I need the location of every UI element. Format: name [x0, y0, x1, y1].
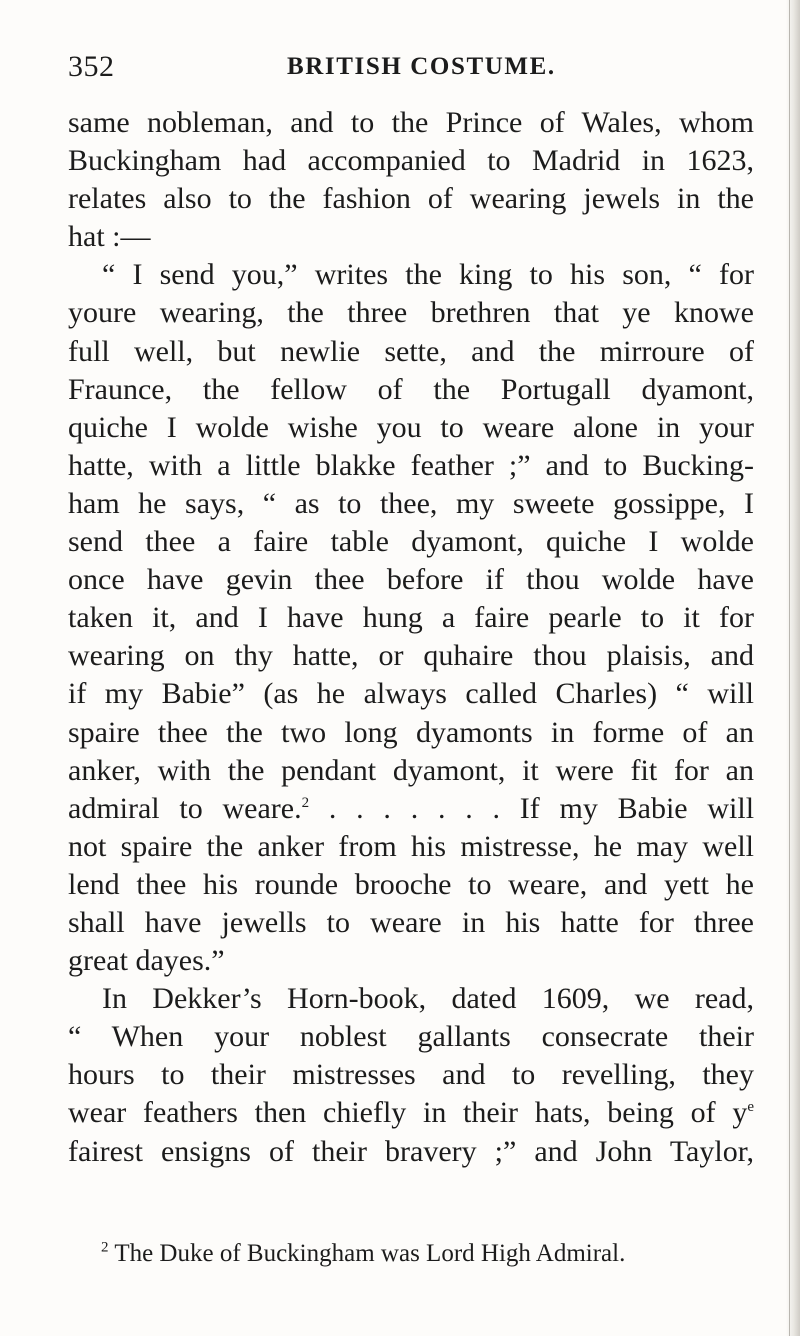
text-line: if my Babie” (as he always called Charles) “ will — [68, 677, 754, 711]
footnote-marker: 2 — [101, 1239, 109, 1256]
text-line: fairest ensigns of their bravery ;” and John Taylor, — [68, 1134, 754, 1168]
text-line: youre wearing, the three brethren that ye knowe — [68, 296, 754, 330]
page-number: 352 — [68, 50, 115, 83]
text-line: taken it, and I have hung a faire pearle to it for — [68, 601, 754, 635]
text-fragment: If my Babie will — [519, 791, 754, 825]
text-line: Fraunce, the fellow of the Portugall dyamont, — [68, 372, 754, 406]
text-line: relates also to the fashion of wearing jewels in the — [68, 182, 754, 216]
text-line: “ I send you,” writes the king to his son, “ for — [102, 258, 754, 292]
text-line — [68, 790, 754, 828]
text-fragment: wear feathers then chiefly in their hats, being of y — [68, 1096, 748, 1130]
text-line: spaire thee the two long dyamonts in forme of an — [68, 715, 754, 749]
text-line: wearing on thy hatte, or quhaire thou plaisis, and — [68, 639, 754, 673]
body-text — [68, 104, 754, 1171]
text-line: anker, with the pendant dyamont, it were fit for an — [68, 753, 754, 787]
footnote-reference: 2 — [301, 794, 310, 811]
running-title: BRITISH COSTUME. — [287, 53, 556, 80]
text-line: send thee a faire table dyamont, quiche I wolde — [68, 525, 754, 559]
page-edge-line — [789, 0, 790, 1336]
text-line: hours to their mistresses and to revelling, they — [68, 1058, 754, 1092]
text-fragment: admiral to weare. — [68, 791, 302, 825]
text-line: “ When your noblest gallants consecrate their — [68, 1020, 754, 1054]
text-line: full well, but newlie sette, and the mirroure of — [68, 334, 754, 368]
text-line: In Dekker’s Horn-book, dated 1609, we read, — [102, 982, 754, 1016]
text-line: shall have jewells to weare in his hatte for three — [68, 905, 754, 939]
text-line: quiche I wolde wishe you to weare alone in your — [68, 410, 754, 444]
ellipsis: . . . . . . . — [328, 791, 500, 825]
footnote — [101, 1240, 625, 1268]
text-line: great dayes.” — [68, 944, 225, 978]
text-line: once have gevin thee before if thou wolde have — [68, 563, 754, 597]
footnote-text: The Duke of Buckingham was Lord High Admiral. — [114, 1240, 626, 1267]
page-header — [68, 50, 754, 90]
text-line: hatte, with a little blakke feather ;” and to Bucking- — [68, 448, 754, 482]
text-line: lend thee his rounde brooche to weare, and yett he — [68, 867, 754, 901]
text-line: Buckingham had accompanied to Madrid in 1623, — [68, 144, 754, 178]
text-line: not spaire the anker from his mistresse, he may well — [68, 829, 754, 863]
text-line — [68, 1094, 754, 1132]
superscript-e: e — [747, 1099, 754, 1116]
text-line: hat :— — [68, 220, 151, 254]
text-line: ham he says, “ as to thee, my sweete gossippe, I — [68, 486, 754, 520]
text-line: same nobleman, and to the Prince of Wales, whom — [68, 106, 754, 139]
